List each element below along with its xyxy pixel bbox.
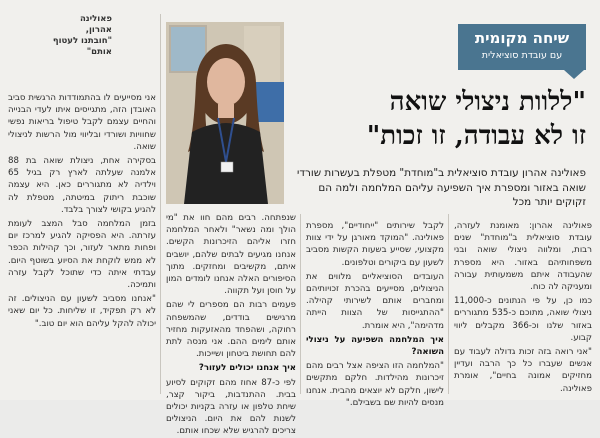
section-heading: איך המלחמה השפיעה על ניצולי השואה? — [306, 334, 444, 358]
section-heading: איך אנחנו יכולים לעזור? — [198, 363, 296, 374]
portrait-photo — [166, 22, 284, 204]
paragraph: בזמן המלחמה סבל המצב לעומת עזרתה. היא הפסיקה להגיע למרכז יום ופחות מתאר לעזור, וכך קהילות הכפר לא ממש לוקחת את הסיוע בשוטף היום. עבדתי איתה כדי שתוכל לקבל עזרה ותמיכה. — [8, 219, 156, 291]
article-column-3 — [306, 220, 444, 408]
article-column-1 — [8, 92, 156, 392]
column-divider — [448, 214, 449, 394]
paragraph: העובדים הסוציאליים מלווים את הניצולים, מסייעים בהכרת זכויותיהם ומחברים אותם לשירותי קהילה. "ההתגייסות של הצוות הייתה מדהימה", היא אומרת. — [306, 271, 444, 331]
paragraph: כמו כן, על פי הנתונים כ-11,000 ניצולי שואה, מתוכם כ-535 מתגוררים באזור שלנו וכ-366 מקבלים ליווי קבוע. — [454, 296, 592, 343]
paragraph: פאולינה אהרון: מאומנת לעזרה, עובדת סוציאלית ב"מוחדת" שנים רבות, ומלווה ניצולי שואה ובני משפחותיהם באזור. היא מספרת שהעבודה איתם משמעותית עבורה ומעניקה לה כוח. — [454, 221, 592, 293]
column-divider — [300, 214, 301, 394]
badge-tail — [564, 70, 584, 79]
paragraph: "אני רואה בזה זכות גדולה לעבוד עם אנשים שעברו כל כך הרבה ועדיין מחזיקים אמונה בחיים", אומרת פאולינה. — [454, 347, 592, 394]
badge-title: שיחה מקומית — [474, 29, 570, 47]
headline-line-2: זו לא עבודה, זו זכות" — [366, 121, 586, 151]
paragraph: שנפתחה. רבים מהם חוו את "מי הולך ומה נשאר" ולאחר המלחמה חזרו אליהם הזיכרונות הקשים. אנחנו מגיעים לבתים שלהם, יושבים איתם, מקשיבים ומחזקים. מתוך הסיפורים האלה אנחנו לומדים המון על חוסן ועל תקווה. — [166, 213, 296, 297]
paragraph: בסקירה אחת, ניצולת שואה בת 88 אלמנה שעלתה לארץ רק בגיל 65 וילדיה לא מתגוררים כאן. היא עצמה שוכבת ריתוק במיטתה, מטפלת לה להגיע בקושי לצורך בלבד. — [8, 156, 156, 215]
article-column-4 — [454, 220, 592, 394]
headline-line-1: "ללוות ניצולי שואה — [389, 87, 586, 117]
section-badge — [458, 24, 586, 70]
paragraph: אני מסייעים לו בהתמודדות הרגשית סביב האובדן הזה, מתגייסים איתו לעדי הבנייה והחיים עצמם לקבל טיפול בריאות נפשי שחוויות ושורדי ובליווי מול הרשות לניצולי שואה. — [8, 93, 156, 152]
paragraph: פעמים רבות הם מספרים לי שהם מרגישים בודדים, שהמשפחה רחוקה, ושהפחד מהאזעקות מחזיר אותם לימים ההם. אני מנסה לתת להם תחושת ביטחון ושייכות. — [166, 300, 296, 360]
subheadline: פאולינה אהרון עובדת סוציאלית ב"מוחדת" מטפלת בעשרות שורדי שואה באזור ומספרת איך השפיעה עליהם המלחמה ולמה הם זקוקים יותר מכל — [297, 167, 586, 208]
paragraph: "אנחנו מסביב לשעון עם הניצולים. זה לא רק תפקיד, זו שליחות. כל יום שאני יכולה להקל עליהם הוא יום טוב." — [8, 294, 156, 329]
badge-subtitle: עם עובדת סוציאלית — [481, 50, 563, 61]
column-divider — [160, 14, 161, 394]
article-column-2 — [166, 212, 296, 437]
paragraph: "המלחמה הזו הציפה אצל רבים מהם זיכרונות מהילדות. חלקם מתקשים לישון, חלקם לא יוצאים מהבית. אנחנו מנסים להיות שם בשבילם." — [306, 361, 444, 408]
portrait-image — [166, 22, 284, 204]
paragraph: לקבל שירותים "ייחודיים", מספרת פאולינה. "המוקד מאורגן על ידי צוות מקצועי, שסייע בשעות הקשות מסביב לשעון עם ביקורים וטלפונים. — [306, 221, 444, 268]
photo-caption: פאולינה אהרון, "חובתנו לעטוף אותם" — [52, 14, 112, 57]
paragraph: לפי כ-87 אחוז מהם זקוקים לסיוע בבית. ההתנדבות, ביקור קצר, שיחת טלפון או עזרה בקניות יכולים לשנות להם את היום. הניצולים צריכים להרגיש שלא שכחו אותם. — [166, 377, 296, 437]
